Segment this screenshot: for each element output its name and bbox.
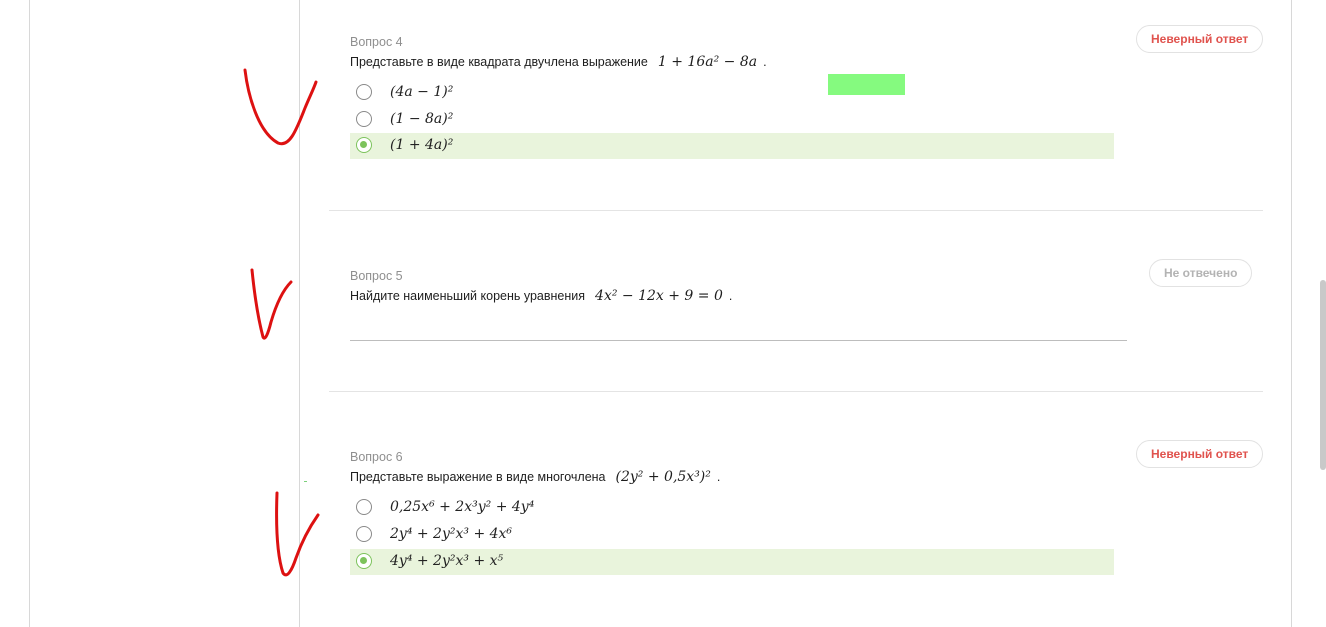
option-label: (1 − 8a)² [390, 111, 454, 127]
question-6-expression: (2y² + 0,5x³)² [615, 469, 711, 485]
option-label: 2y⁴ + 2y²x³ + 4x⁶ [390, 526, 513, 542]
red-checkmark-icon [245, 70, 316, 144]
option-label: (1 + 4a)² [390, 137, 454, 153]
question-6-text: Представьте выражение в виде многочлена (2y² + 0,5x³)² . [350, 469, 721, 485]
question-4-prompt: Представьте в виде квадрата двучлена выражение [350, 55, 648, 69]
question-5-text: Найдите наименьший корень уравнения 4x² − 12x + 9 = 0 . [350, 288, 733, 304]
question-4-number: Вопрос 4 [350, 35, 403, 49]
question-5-expression: 4x² − 12x + 9 = 0 [595, 288, 723, 304]
question-4-text: Представьте в виде квадрата двучлена выражение 1 + 16a² − 8a . [350, 54, 767, 70]
option-label: (4a − 1)² [390, 84, 454, 100]
option-label: 4y⁴ + 2y²x³ + x⁵ [390, 553, 504, 569]
question-4-expression: 1 + 16a² − 8a [657, 54, 758, 70]
question-5-number: Вопрос 5 [350, 269, 403, 283]
question-5-status-badge: Не отвечено [1149, 259, 1252, 287]
option-label: 0,25x⁶ + 2x³y² + 4y⁴ [390, 499, 535, 515]
question-6-number: Вопрос 6 [350, 450, 403, 464]
red-checkmark-icon [277, 493, 318, 575]
question-5-prompt: Найдите наименьший корень уравнения [350, 289, 586, 303]
question-6-status-badge: Неверный ответ [1136, 440, 1263, 468]
question-4-status-badge: Неверный ответ [1136, 25, 1263, 53]
red-checkmark-icon [252, 270, 291, 338]
question-6-prompt: Представьте выражение в виде многочлена [350, 470, 606, 484]
